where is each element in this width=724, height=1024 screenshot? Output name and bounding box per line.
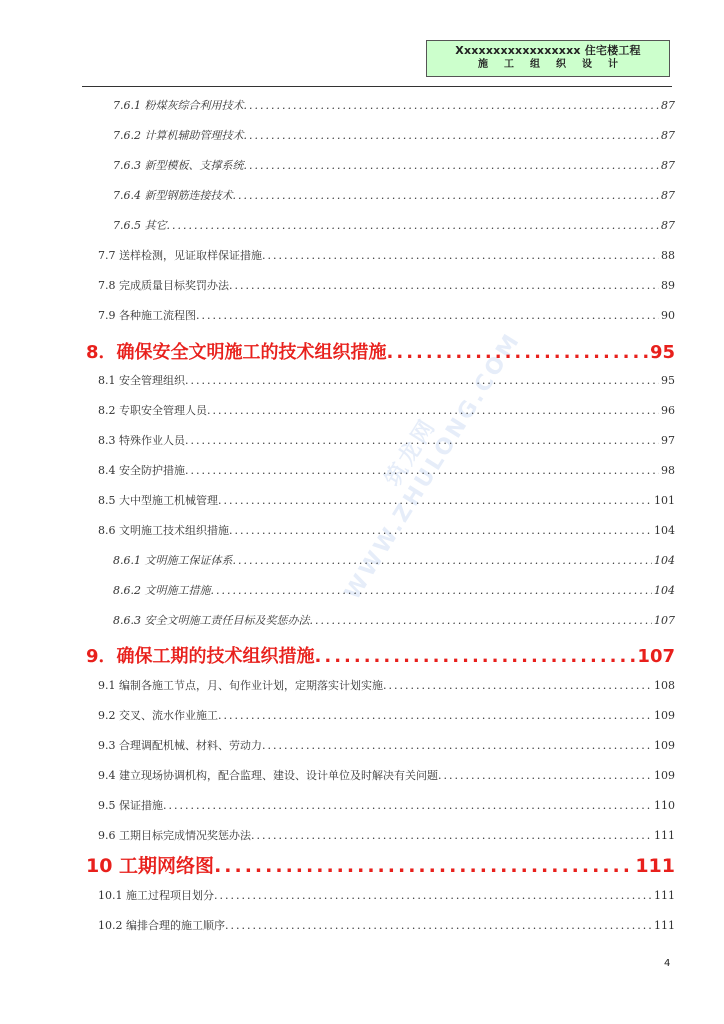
toc-entry-title: 9.5 保证措施	[98, 799, 163, 812]
toc-entry-page: 96	[661, 404, 675, 417]
toc-leader-dots	[214, 889, 652, 902]
toc-leader-dots	[244, 159, 660, 172]
toc-leader-dots	[229, 279, 659, 292]
toc-section-entry[interactable]	[98, 522, 675, 538]
toc-entry-page: 98	[661, 464, 675, 477]
toc-section-entry[interactable]	[98, 767, 675, 783]
toc-leader-dots	[309, 614, 652, 627]
toc-section-entry[interactable]	[98, 372, 675, 388]
toc-entry-title: 9．确保工期的技术组织措施	[86, 646, 315, 667]
toc-entry-title: 10.2 编排合理的施工顺序	[98, 919, 225, 932]
toc-leader-dots	[211, 584, 653, 597]
toc-entry-title: 7.6.2 计算机辅助管理技术	[113, 129, 244, 142]
toc-entry-title: 8.5 大中型施工机械管理	[98, 494, 218, 507]
toc-entry-page: 87	[661, 189, 675, 202]
toc-section-entry[interactable]	[98, 737, 675, 753]
toc-entry-title: 7.7 送样检测，见证取样保证措施	[98, 249, 262, 262]
toc-entry-page: 87	[661, 99, 675, 112]
toc-leader-dots	[315, 646, 636, 667]
toc-leader-dots	[196, 309, 659, 322]
toc-subsection-entry[interactable]	[113, 612, 675, 628]
toc-section-entry[interactable]	[98, 432, 675, 448]
toc-leader-dots	[218, 709, 652, 722]
toc-section-entry[interactable]	[98, 492, 675, 508]
toc-entry-page: 110	[654, 799, 675, 812]
toc-entry-page: 109	[654, 769, 675, 782]
toc-leader-dots	[185, 434, 659, 447]
toc-section-entry[interactable]	[98, 797, 675, 813]
toc-leader-dots	[244, 99, 660, 112]
toc-leader-dots	[207, 404, 659, 417]
toc-leader-dots	[438, 769, 652, 782]
toc-chapter-entry[interactable]	[86, 338, 675, 364]
toc-entry-title: 8．确保安全文明施工的技术组织措施	[86, 342, 387, 363]
toc-entry-title: 9.2 交叉、流水作业施工	[98, 709, 218, 722]
toc-leader-dots	[387, 342, 648, 363]
toc-leader-dots	[383, 679, 652, 692]
toc-leader-dots	[163, 799, 652, 812]
toc-entry-page: 87	[661, 219, 675, 232]
toc-entry-title: 8.3 特殊作业人员	[98, 434, 185, 447]
toc-entry-page: 88	[661, 249, 675, 262]
toc-section-entry[interactable]	[98, 827, 675, 843]
toc-entry-page: 111	[635, 855, 675, 877]
toc-leader-dots	[233, 554, 653, 567]
toc-section-entry[interactable]	[98, 462, 675, 478]
toc-subsection-entry[interactable]	[113, 187, 675, 203]
toc-leader-dots	[233, 189, 660, 202]
toc-entry-title: 8.4 安全防护措施	[98, 464, 185, 477]
toc-chapter-entry[interactable]	[86, 642, 675, 668]
toc-entry-title: 7.6.1 粉煤灰综合利用技术	[113, 99, 244, 112]
toc-entry-page: 109	[654, 739, 675, 752]
toc-leader-dots	[185, 464, 659, 477]
toc-entry-page: 87	[661, 129, 675, 142]
toc-leader-dots	[225, 919, 652, 932]
toc-entry-page: 108	[654, 679, 675, 692]
toc-subsection-entry[interactable]	[113, 582, 675, 598]
toc-entry-page: 95	[649, 342, 675, 363]
toc-entry-title: 8.6 文明施工技术组织措施	[98, 524, 229, 537]
toc-section-entry[interactable]	[98, 887, 675, 903]
toc-entry-page: 104	[654, 554, 675, 567]
toc-section-entry[interactable]	[98, 917, 675, 933]
toc-entry-title: 8.6.3 安全文明施工责任目标及奖惩办法	[113, 614, 310, 627]
toc-entry-title: 8.1 安全管理组织	[98, 374, 185, 387]
toc-entry-title: 9.6 工期目标完成情况奖惩办法	[98, 829, 251, 842]
toc-entry-title: 9.4 建立现场协调机构，配合监理、建设、设计单位及时解决有关问题	[98, 769, 438, 782]
toc-subsection-entry[interactable]	[113, 217, 675, 233]
toc-leader-dots	[214, 855, 633, 877]
toc-leader-dots	[218, 494, 652, 507]
toc-leader-dots	[167, 219, 660, 232]
toc-subsection-entry[interactable]	[113, 97, 675, 113]
toc-section-entry[interactable]	[98, 307, 675, 323]
toc-subsection-entry[interactable]	[113, 552, 675, 568]
toc-entry-title: 9.1 编制各施工节点，月、旬作业计划，定期落实计划实施	[98, 679, 383, 692]
toc-section-entry[interactable]	[98, 402, 675, 418]
toc-leader-dots	[229, 524, 652, 537]
toc-entry-title: 8.6.2 文明施工措施	[113, 584, 211, 597]
toc-chapter-entry[interactable]	[86, 851, 675, 878]
toc-entry-page: 107	[637, 646, 675, 667]
toc-entry-page: 109	[654, 709, 675, 722]
toc-entry-page: 107	[654, 614, 675, 627]
toc-entry-page: 90	[661, 309, 675, 322]
toc-entry-page: 111	[654, 889, 675, 902]
toc-section-entry[interactable]	[98, 277, 675, 293]
toc-entry-page: 101	[654, 494, 675, 507]
toc-section-entry[interactable]	[98, 707, 675, 723]
toc-entry-title: 7.6.3 新型模板、支撑系统	[113, 159, 244, 172]
toc-entry-title: 9.3 合理调配机械、材料、劳动力	[98, 739, 262, 752]
header-project-title: Xxxxxxxxxxxxxxxxx 住宅楼工程	[455, 44, 641, 57]
toc-subsection-entry[interactable]	[113, 157, 675, 173]
toc-entry-title: 10.1 施工过程项目划分	[98, 889, 214, 902]
watermark: 筑龙网 WWW.ZHULONG.COM	[340, 328, 526, 605]
toc-entry-page: 111	[654, 919, 675, 932]
toc-entry-page: 97	[661, 434, 675, 447]
page-number: 4	[664, 958, 671, 969]
toc-entry-title: 8.2 专职安全管理人员	[98, 404, 207, 417]
toc-entry-title: 7.9 各种施工流程图	[98, 309, 196, 322]
toc-section-entry[interactable]	[98, 247, 675, 263]
toc-entry-title: 7.6.4 新型钢筋连接技术	[113, 189, 233, 202]
toc-leader-dots	[262, 739, 652, 752]
toc-leader-dots	[185, 374, 659, 387]
toc-entry-title: 7.8 完成质量目标奖罚办法	[98, 279, 229, 292]
toc-entry-page: 104	[654, 524, 675, 537]
toc-entry-page: 104	[654, 584, 675, 597]
header-document-type: 施工组织设计	[478, 59, 634, 70]
toc-entry-page: 95	[661, 374, 675, 387]
toc-entry-page: 89	[661, 279, 675, 292]
toc-section-entry[interactable]	[98, 677, 675, 693]
toc-subsection-entry[interactable]	[113, 127, 675, 143]
toc-entry-page: 111	[654, 829, 675, 842]
toc-entry-title: 7.6.5 其它	[113, 219, 167, 232]
toc-entry-page: 87	[661, 159, 675, 172]
toc-entry-title: 8.6.1 文明施工保证体系	[113, 554, 233, 567]
toc-leader-dots	[251, 829, 652, 842]
toc-leader-dots	[244, 129, 660, 142]
toc-entry-title: 10 工期网络图	[86, 855, 215, 877]
toc-leader-dots	[262, 249, 659, 262]
